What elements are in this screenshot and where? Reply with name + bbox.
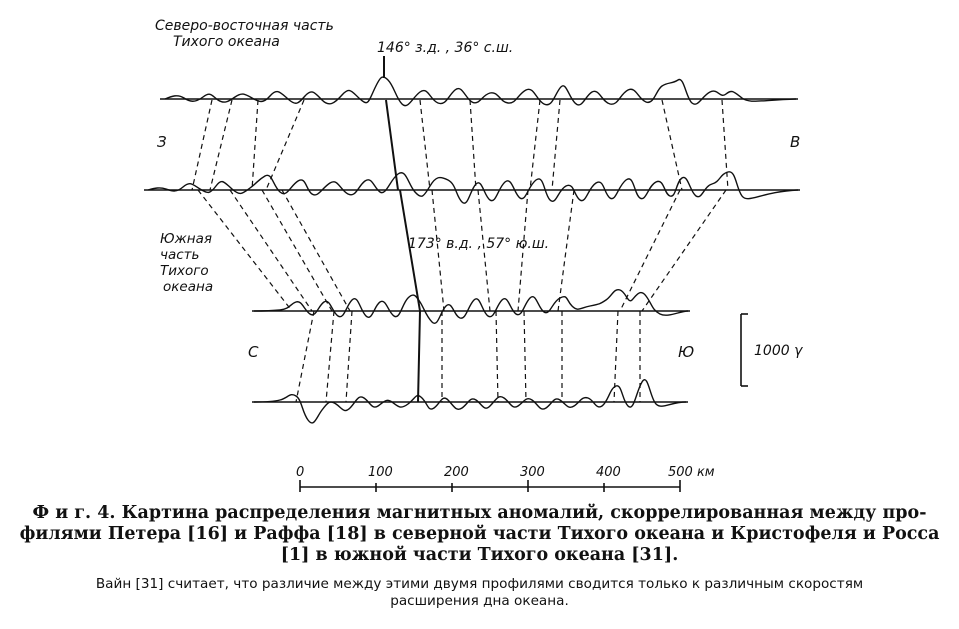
correlation-lines-lower xyxy=(296,311,640,402)
distance-scale xyxy=(300,480,680,492)
label-south-pacific-line2: часть xyxy=(160,247,200,263)
distance-tick-100: 100 xyxy=(368,465,393,480)
label-west: З xyxy=(157,133,167,151)
correlation-lines-upper xyxy=(192,100,728,190)
distance-tick-500: 500 км xyxy=(668,465,715,480)
location-line-north xyxy=(384,56,420,402)
profile-ne-1 xyxy=(165,77,796,106)
note-line-1: Вайн [31] считает, что различие между этими двумя профилями сводится только к различным скоростям xyxy=(95,576,864,592)
distance-tick-0: 0 xyxy=(296,465,305,480)
label-south: Ю xyxy=(678,343,695,361)
label-south-pacific-line3: Тихого xyxy=(160,263,209,279)
amplitude-scale-label: 1000 γ xyxy=(754,343,803,359)
distance-tick-300: 300 xyxy=(520,465,545,480)
figure-caption xyxy=(0,503,959,566)
profile-s-1 xyxy=(254,290,688,324)
label-ne-pacific-line2: Тихого океана xyxy=(173,34,280,50)
label-east: В xyxy=(790,133,801,151)
caption-line-1: Ф и г. 4. Картина распределения магнитных аномалий, скоррелированная между про- xyxy=(32,503,927,523)
profile-ne-2 xyxy=(148,172,798,203)
distance-tick-200: 200 xyxy=(444,465,469,480)
caption-line-2: филями Петера [16] и Раффа [18] в северной части Тихого океана и Кристофеля и Росса xyxy=(19,524,940,544)
figure-note xyxy=(0,576,959,610)
label-south-pacific-line1: Южная xyxy=(160,231,212,247)
label-south-pacific-line4: океана xyxy=(163,279,214,295)
coord-north-label: 146° з.д. , 36° с.ш. xyxy=(377,40,514,56)
caption-line-3: [1] в южной части Тихого океана [31]. xyxy=(280,545,679,565)
note-line-2: расширения дна океана. xyxy=(390,593,569,609)
coord-south-label: 173° в.д. , 57° ю.ш. xyxy=(408,236,550,252)
distance-tick-400: 400 xyxy=(596,465,621,480)
label-ne-pacific-line1: Северо-восточная часть xyxy=(155,18,334,34)
amplitude-scale-bar xyxy=(741,314,748,386)
label-north: С xyxy=(248,343,259,361)
